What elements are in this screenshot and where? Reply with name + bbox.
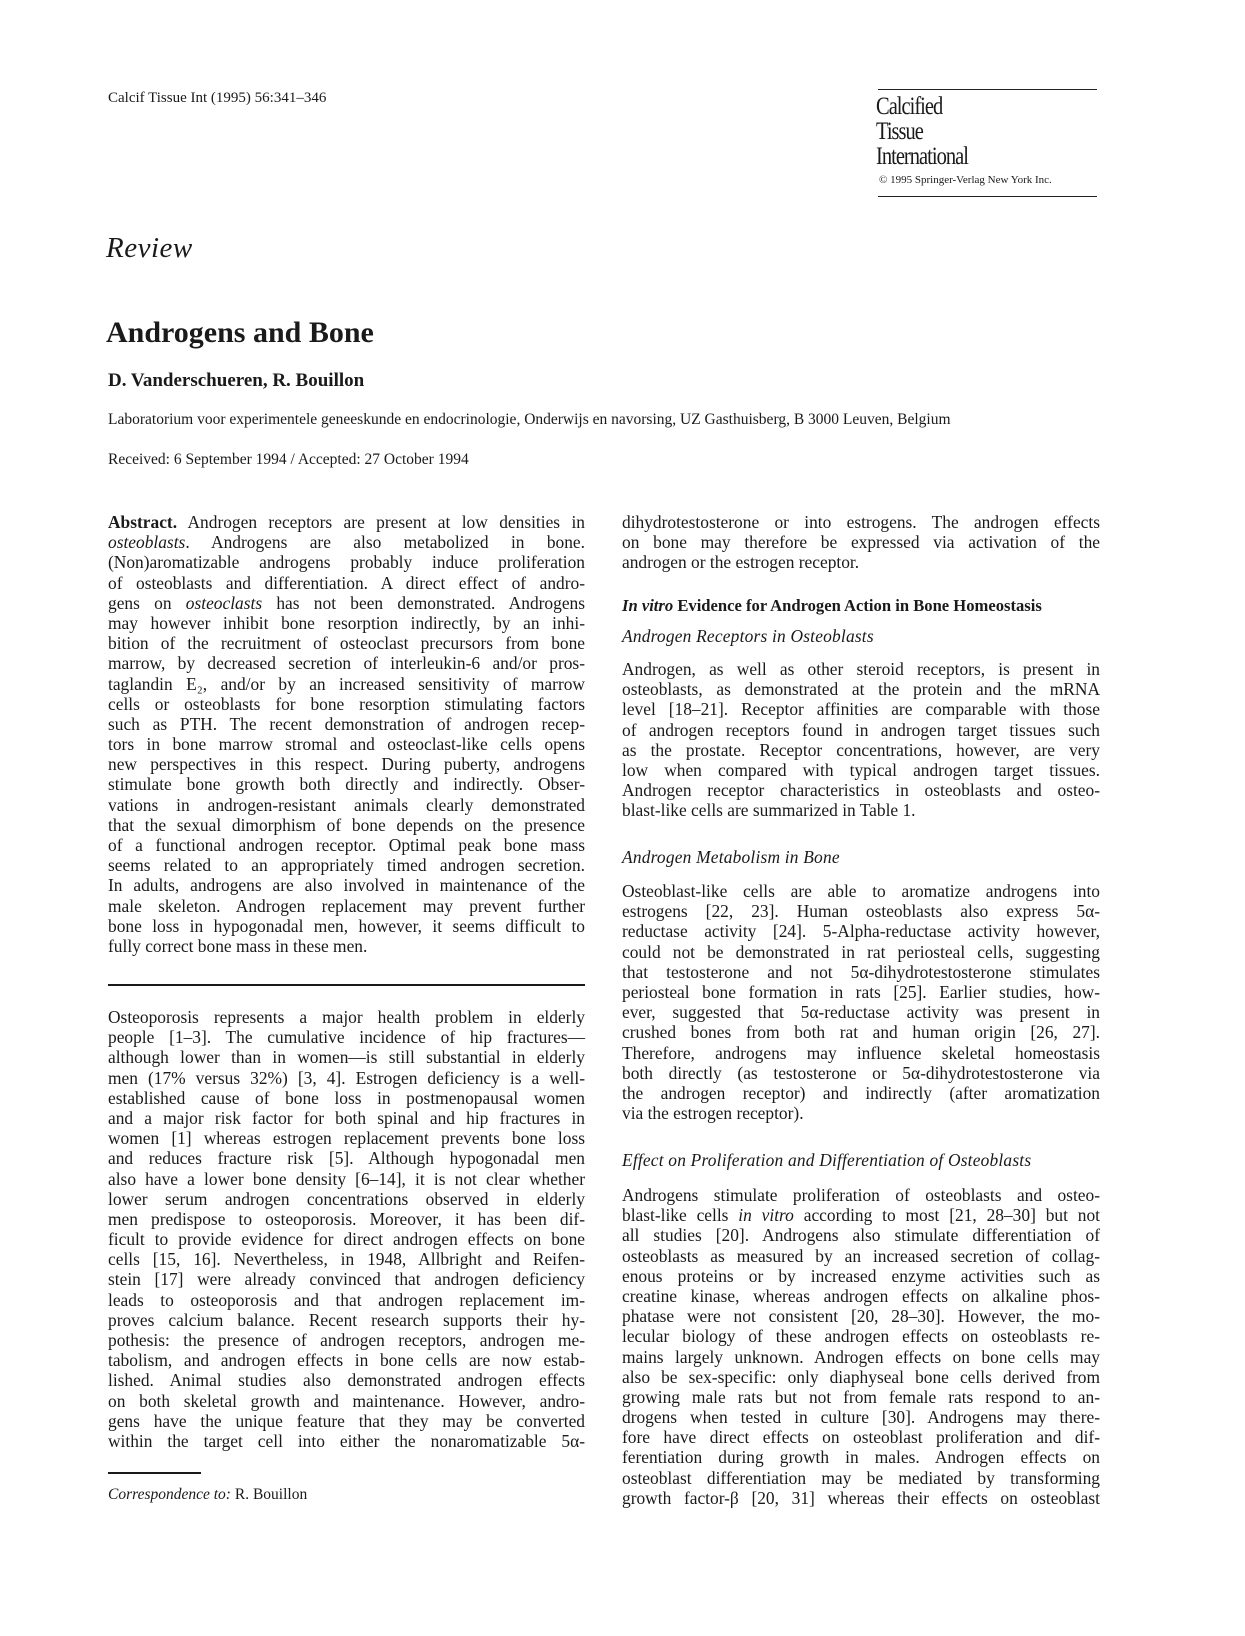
text-line: seems related to an appropriately timed androgen secretion. xyxy=(108,855,585,876)
text-line: Androgen, as well as other steroid receptors, is present in xyxy=(622,659,1100,679)
paragraph xyxy=(622,881,1100,1123)
text-line: proves calcium balance. Recent research supports their hy- xyxy=(108,1309,585,1330)
text-line: also be sex-specific: only diaphyseal bone cells derived from xyxy=(622,1366,1100,1387)
continued-paragraph xyxy=(622,512,1100,573)
running-head: Calcif Tissue Int (1995) 56:341–346 xyxy=(108,90,327,106)
text-line: leads to osteoporosis and that androgen replacement im- xyxy=(108,1289,585,1310)
text-line: on bone may therefore be expressed via activation of the xyxy=(622,532,1100,553)
logo-word: Tissue xyxy=(876,118,923,145)
text-line: both directly (as testosterone or 5α-dihydrotestosterone via xyxy=(622,1062,1100,1083)
text-line: osteoblast differentiation may be mediated by transforming xyxy=(622,1467,1100,1488)
footnote-name: R. Bouillon xyxy=(234,1486,308,1503)
affiliation: Laboratorium voor experimentele geneeskunde en endocrinologie, Onderwijs en navorsing, UZ Gasthuisberg, B 3000 Leuven, Belgium xyxy=(108,411,951,428)
text-line: and reduces fracture risk [5]. Although hypogonadal men xyxy=(108,1148,585,1169)
abstract xyxy=(108,512,585,956)
footnote-label: Correspondence to: xyxy=(108,1486,231,1503)
text-line: lower serum androgen concentrations observed in elderly xyxy=(108,1188,585,1209)
article-type: Review xyxy=(106,232,193,264)
text-line: reductase activity [24]. 5-Alpha-reductase activity however, xyxy=(622,921,1100,942)
text-line: androgen or the estrogen receptor. xyxy=(622,552,860,573)
text-line: bone loss in hypogonadal men, however, it seems difficult to xyxy=(108,915,585,936)
text-line: Androgens stimulate proliferation of osteoblasts and osteo- xyxy=(622,1185,1100,1205)
emphasis: osteoclasts xyxy=(185,592,263,613)
text-line: lished. Animal studies also demonstrated androgen effects xyxy=(108,1370,585,1391)
logo-top-rule xyxy=(878,89,1097,90)
text-line: men (17% versus 32%) [3, 4]. Estrogen deficiency is a well- xyxy=(108,1067,585,1088)
footnote-rule xyxy=(108,1472,201,1474)
text-line: osteoblasts, as demonstrated at the protein and the mRNA xyxy=(622,679,1100,700)
text-line: Osteoblast-like cells are able to aromatize androgens into xyxy=(622,881,1100,901)
text-line: vations in androgen-resistant animals clearly demonstrated xyxy=(108,794,585,815)
text-line: on both skeletal growth and maintenance. However, andro- xyxy=(108,1390,585,1411)
text-line: new perspectives in this respect. During puberty, androgens xyxy=(108,754,585,775)
text-line: tabolism, and androgen effects in bone cells are now estab- xyxy=(108,1350,585,1371)
text-line: ever, suggested that 5α-reductase activity was present in xyxy=(622,1002,1100,1023)
text-line: established cause of bone loss in postmenopausal women xyxy=(108,1087,585,1108)
text-line: cells or osteoblasts for bone resorption stimulating factors xyxy=(108,693,585,714)
logo-word: Calcified xyxy=(876,93,943,120)
text-line: ferentiation during growth in males. Androgen effects on xyxy=(622,1447,1100,1468)
text-line: men predispose to osteoporosis. Moreover, it has been dif- xyxy=(108,1208,585,1229)
text-line: that testosterone and not 5α-dihydrotestosterone stimulates xyxy=(622,961,1100,982)
text-line: tors in bone marrow stromal and osteoclast-like cells opens xyxy=(108,734,585,755)
text-line: as the prostate. Receptor concentrations, however, are very xyxy=(622,739,1100,760)
correspondence-footnote xyxy=(108,1486,307,1504)
emphasis: Abstract. xyxy=(108,512,178,532)
abstract-divider xyxy=(108,984,585,986)
text-line: of osteoblasts and differentiation. A direct effect of andro- xyxy=(108,572,585,593)
text-line: fully correct bone mass in these men. xyxy=(108,935,368,956)
text-line: bition of the recruitment of osteoclast precursors from bone xyxy=(108,633,585,654)
received-dates: Received: 6 September 1994 / Accepted: 27 October 1994 xyxy=(108,451,469,468)
text-line: (Non)aromatizable androgens probably induce proliferation xyxy=(108,552,585,573)
text-line: growth factor-β [20, 31] whereas their effects on osteoblast xyxy=(622,1487,1100,1508)
text-line: drogens when tested in culture [30]. Androgens may there- xyxy=(622,1407,1100,1428)
text-line: taglandin E₂, and/or by an increased sensitivity of marrow xyxy=(108,673,585,694)
text-line: fore have direct effects on osteoblast proliferation and dif- xyxy=(622,1427,1100,1448)
text-line: growing male rats but not from female rats respond to an- xyxy=(622,1386,1100,1407)
subsection-heading: Effect on Proliferation and Differentiation of Osteoblasts xyxy=(622,1150,1032,1170)
text-line: creatine kinase, whereas androgen effects on alkaline phos- xyxy=(622,1285,1100,1306)
copyright-notice: © 1995 Springer-Verlag New York Inc. xyxy=(879,174,1052,186)
paragraph xyxy=(622,659,1100,821)
article-title: Androgens and Bone xyxy=(106,316,374,349)
text-line: stein [17] were already convinced that androgen deficiency xyxy=(108,1269,585,1290)
text-line: within the target cell into either the nonaromatizable 5α- xyxy=(108,1430,585,1451)
text-line: cells [15, 16]. Nevertheless, in 1948, Allbright and Reifen- xyxy=(108,1249,585,1270)
text-line: Therefore, androgens may influence skeletal homeostasis xyxy=(622,1042,1100,1063)
subsection-heading: Androgen Metabolism in Bone xyxy=(622,847,840,867)
text-line: that the sexual dimorphism of bone depends on the presence xyxy=(108,814,585,835)
authors: D. Vanderschueren, R. Bouillon xyxy=(108,370,365,391)
text-line: pothesis: the presence of androgen receptors, androgen me- xyxy=(108,1330,585,1350)
text-line: level [18–21]. Receptor affinities are comparable with those xyxy=(622,699,1100,720)
text-line: blast-like cells are summarized in Table 1. xyxy=(622,800,916,821)
text-line: low when compared with typical androgen target tissues. xyxy=(622,759,1100,780)
text-line: Osteoporosis represents a major health problem in elderly xyxy=(108,1007,585,1027)
text-line: blast-like cells in vitro according to most [21, 28–30] but not xyxy=(622,1205,1101,1226)
text-line: although lower than in women—is still substantial in elderly xyxy=(108,1047,585,1068)
text-line: crushed bones from both rat and human origin [26, 27]. xyxy=(622,1022,1100,1043)
text-line: estrogens [22, 23]. Human osteoblasts also express 5α- xyxy=(622,901,1100,922)
text-line: people [1–3]. The cumulative incidence of hip fractures— xyxy=(108,1027,585,1048)
text-line: osteoblasts. Androgens are also metabolized in bone. xyxy=(108,532,585,553)
text-line: Abstract. Androgen receptors are present at low densities in xyxy=(108,512,585,532)
text-line: stimulate bone growth both directly and indirectly. Obser- xyxy=(108,774,585,795)
text-line: via the estrogen receptor). xyxy=(622,1103,804,1124)
logo-word: International xyxy=(876,143,968,170)
text-line: Androgen receptor characteristics in osteoblasts and osteo- xyxy=(622,780,1100,801)
text-line: all studies [20]. Androgens also stimulate differentiation of xyxy=(622,1225,1100,1246)
text-line: gens have the unique feature that they may be converted xyxy=(108,1410,585,1431)
text-line: such as PTH. The recent demonstration of androgen recep- xyxy=(108,713,585,734)
paragraph xyxy=(622,1185,1100,1508)
text-line: and a major risk factor for both spinal and hip fractures in xyxy=(108,1107,585,1128)
emphasis: in vitro xyxy=(738,1205,794,1226)
text-line: women [1] whereas estrogen replacement prevents bone loss xyxy=(108,1128,585,1149)
text-line: periosteal bone formation in rats [25]. Earlier studies, how- xyxy=(622,981,1100,1002)
logo-bottom-rule xyxy=(878,196,1097,197)
text-line: phatase were not consistent [20, 28–30]. However, the mo- xyxy=(622,1306,1100,1327)
intro-paragraph xyxy=(108,1007,585,1451)
subsection-heading: Androgen Receptors in Osteoblasts xyxy=(622,626,874,646)
journal-logo xyxy=(876,94,968,169)
text-line: osteoblasts as measured by an increased secretion of collag- xyxy=(622,1245,1100,1266)
emphasis: In vitro xyxy=(622,596,674,615)
text-line: lecular biology of these androgen effects on osteoblasts re- xyxy=(622,1326,1100,1347)
text-line: dihydrotestosterone or into estrogens. The androgen effects xyxy=(622,512,1100,532)
text-line: of a functional androgen receptor. Optimal peak bone mass xyxy=(108,835,585,855)
text-line: the androgen receptor) and indirectly (after aromatization xyxy=(622,1082,1100,1103)
text-line: male skeleton. Androgen replacement may prevent further xyxy=(108,895,585,916)
emphasis: osteoblasts xyxy=(108,532,186,553)
text-line: marrow, by decreased secretion of interleukin-6 and/or pros- xyxy=(108,653,585,674)
text-line: may however inhibit bone resorption indirectly, by an inhi- xyxy=(108,612,585,633)
text-line: of androgen receptors found in androgen target tissues such xyxy=(622,719,1100,740)
text-line: mains largely unknown. Androgen effects on bone cells may xyxy=(622,1346,1100,1367)
text-line: could not be demonstrated in rat periosteal cells, suggesting xyxy=(622,941,1100,962)
section-heading: In vitro Evidence for Androgen Action in Bone Homeostasis xyxy=(622,596,1042,615)
text-line: also have a lower bone density [6–14], it is not clear whether xyxy=(108,1168,585,1189)
text-line: enous proteins or by increased enzyme activities such as xyxy=(622,1265,1100,1286)
text-line: In adults, androgens are also involved in maintenance of the xyxy=(108,875,585,896)
text-line: ficult to provide evidence for direct androgen effects on bone xyxy=(108,1229,585,1250)
text-line: gens on osteoclasts has not been demonstrated. Androgens xyxy=(108,592,585,613)
